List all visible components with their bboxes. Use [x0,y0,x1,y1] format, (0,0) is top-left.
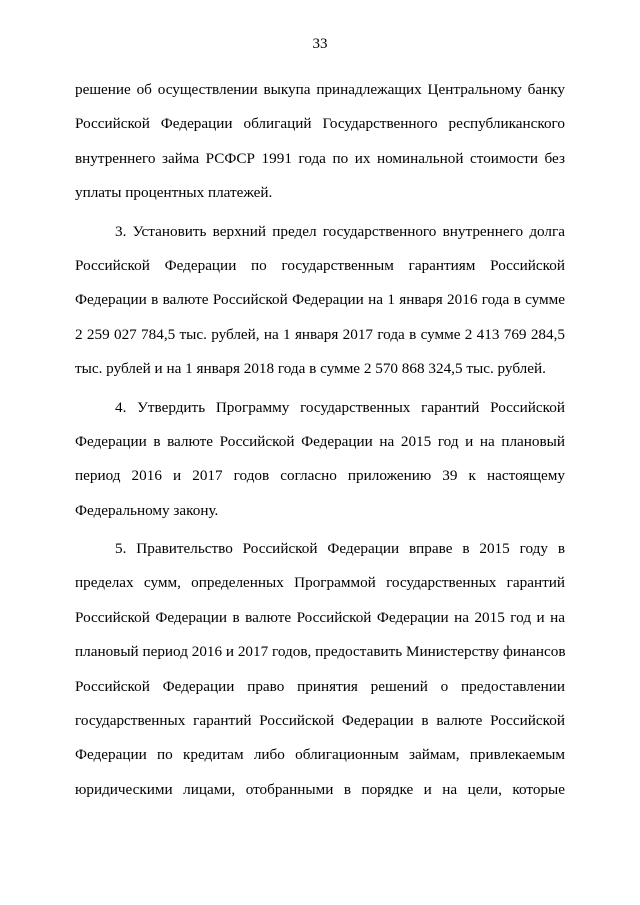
text-line: государственных гарантий Российской Федерации в валюте Российской [75,712,565,730]
text-line: период 2016 и 2017 годов согласно приложению 39 к настоящему [75,467,565,485]
text-line: Федеральному закону. [75,501,219,519]
text-line: Российской Федерации право принятия решений о предоставлении [75,677,565,695]
text-line: Российской Федерации по государственным гарантиям Российской [75,256,565,274]
text-line: Федерации по кредитам либо облигационным займам, привлекаемым [75,746,565,764]
text-line: 4. Утвердить Программу государственных гарантий Российской [115,398,565,416]
text-line: 5. Правительство Российской Федерации вправе в 2015 году в [115,540,565,558]
text-line: Федерации в валюте Российской Федерации на 2015 год и на плановый [75,432,565,450]
text-line: юридическими лицами, отобранными в порядке и на цели, которые [75,780,565,798]
text-line: уплаты процентных платежей. [75,184,273,202]
document-body [75,73,565,807]
text-line: тыс. рублей и на 1 января 2018 года в сумме 2 570 868 324,5 тыс. рублей. [75,360,546,378]
text-line: Российской Федерации в валюте Российской Федерации на 2015 год и на [75,608,565,626]
text-line: плановый период 2016 и 2017 годов, предоставить Министерству финансов [75,643,566,661]
text-line: решение об осуществлении выкупа принадлежащих Центральному банку [75,81,565,98]
text-line: 2 259 027 784,5 тыс. рублей, на 1 января 2017 года в сумме 2 413 769 284,5 [75,325,565,343]
text-line: Федерации в валюте Российской Федерации на 1 января 2016 года в сумме [75,291,565,309]
text-line: пределах сумм, определенных Программой государственных гарантий [75,574,565,592]
paragraph-item-5 [75,532,565,807]
paragraph-item-4 [75,391,565,529]
text-line: 3. Установить верхний предел государственного внутреннего долга [115,222,565,240]
paragraph-item-3 [75,215,565,387]
paragraph-continuation [75,73,565,211]
text-line: внутреннего займа РСФСР 1991 года по их номинальной стоимости без [75,149,565,167]
text-line: Российской Федерации облигаций Государственного республиканского [75,115,565,133]
page-number: 33 [312,36,328,52]
